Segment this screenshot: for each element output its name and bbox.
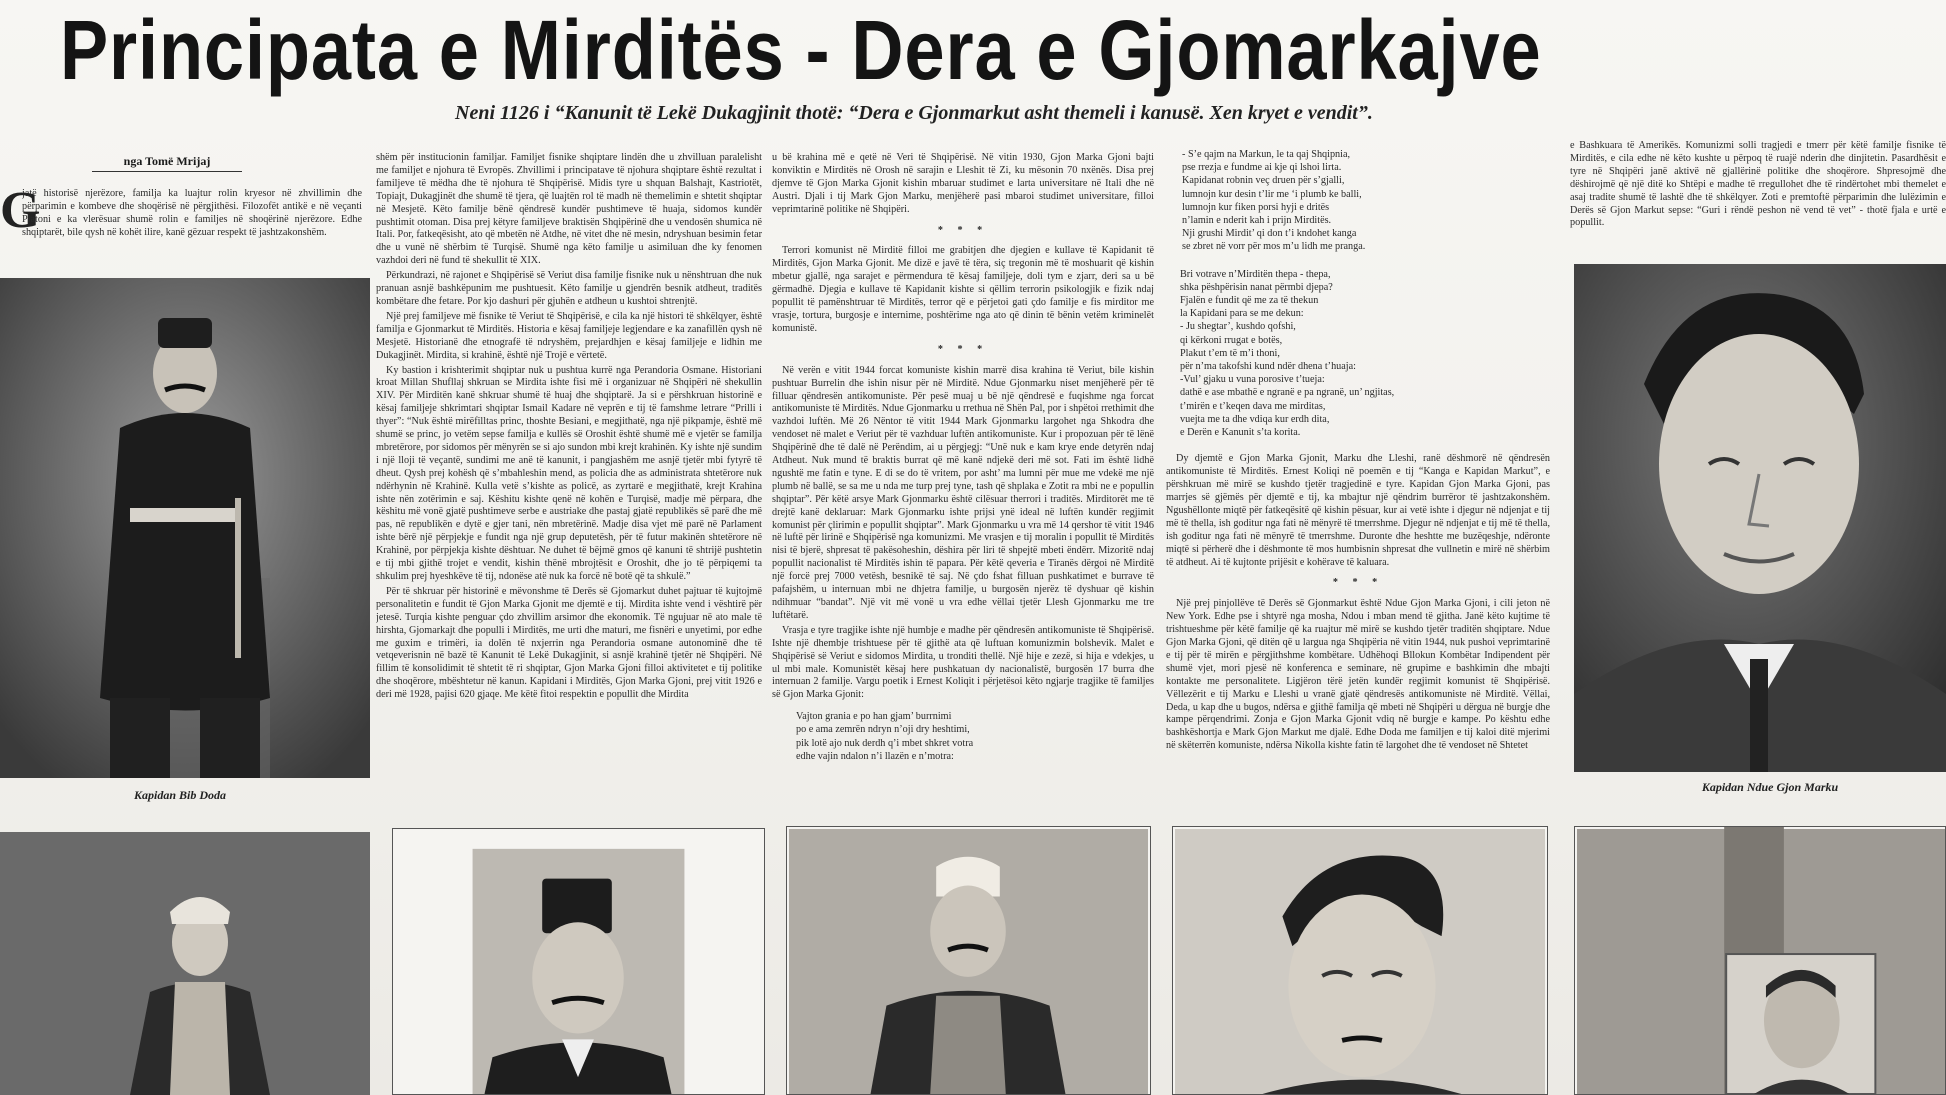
verse-koliqi-2 — [1166, 148, 1550, 254]
drop-cap: G — [0, 182, 41, 239]
column-2-para-5: Për të shkruar për historinë e mëvonshme të Derës së Gjomarkut duhet pajtuar të kujtojmë personalitetin e fundit të Gjon Marka Gjonit me djemtë e tij. Mirdita ishte vend i vështirë për jetesë. Turqia kishte penguar çdo zhvillim arsimor dhe ekonomik. Të ngujuar në ato male të hirshta, Gjomarkajt dhe populli i Mirditës, me urti dhe maturi, me fisnëri e unyetimi, por edhe me guxim e trimëri, ia dolën të nxjerrin nga Perandoria osmane autonominë dhe të vetqeverisnin në bazë të Kanunit të Lekë Dukagjinit, si asnjë krahinë tjetër në Shqipëri. Në fillim të konsolidimit të shtetit të ri shqiptar, Gjon Marka Gjoni filloi aktivitetet e tij politike dhe shoqërore, mbështetur në kanun. Kapidani i Mirditës, Gjon Marka Gjoni, prej vitit 1926 e deri më 1928, pajisi 620 gjaqe. Me këtë fitoi respektin e popullit dhe Mirdita — [376, 585, 762, 701]
verse-line: lumnojn kur fiken porsi hyji e dritës — [1182, 201, 1330, 213]
verse-line: qi kërkoni rrugat e botës, — [1180, 334, 1283, 346]
verse-line: edhe vajin ndalon n’i llazën e n’motra: — [796, 750, 954, 762]
column-4 — [1166, 148, 1550, 798]
photo-ndue-gjon-marku-image — [1574, 264, 1946, 772]
verse-line: e Derën e Kanunit s’ta korita. — [1180, 427, 1301, 439]
column-2 — [376, 152, 762, 802]
photo-bottom-4-image — [1173, 827, 1547, 1094]
column-4-para-1: Dy djemtë e Gjon Marka Gjonit, Marku dhe Lleshi, ranë dëshmorë në qëndresën antikomuniste të Mirditës. Ernest Koliqi në poemën e tij “Kanga e Kapidan Markut”, e përshkruan më mirë se kushdo tjetër tragjedinë e tyre. Kapidan Gjon Marka Gjoni, pas marrjes së gjëmës për djemtë e tij, ka mbajtur një qëndrim burrëror të jashtzakonshëm. Ngushëllonte miqtë për fatkeqësitë që kishin pësuar, kur ai vetë ishte i djegur në ndjenjat e tij më të thella, ish goditur nga fati në mënyrë të tmerrshme. Djegur në ndjenjat e tij më të thella, ish goditur nga fati në mënyrë të tmerrshme. Duronte dhe heshtte me buzëqeshje, ndëronte miqtë si përherë dhe i dëshmonte të mos humbisnin shpresat dhe vullnetin e mirë në shërbim të atdheut. Ai të kujtonte prijësit e kohërave të kaluara. — [1166, 453, 1550, 568]
column-3-para-3: Në verën e vitit 1944 forcat komuniste kishin marrë disa krahina të Veriut, bile kishin pushtuar Burrelin dhe ishin nisur për në Mirditë. Ndue Gjonmarku niset menjëherë për të filluar qëndresën antikomuniste. Për pesë muaj u bë një qëndresë e fuqishme nga forcat antikomuniste të Mirditës. Ndue Gjonmarku u rrethua në Shën Pal, por i shpëtoi rrethimit dhe vazhdoi luftën. Më 26 Nëntor të vitit 1944 Mark Gjonmarku largohet nga Shkodra dhe vendoset në malet e Veriut për të vazhduar luftën antikomuniste. Kur i propozuan për të lënë Shqipërinë dhe të dalë në Perëndim, ai u përgjegj: “Unë nuk e kam krye ende detyrën ndaj Atdheut. Nuk mund të braktis burrat që më kanë ndjekë deri më sot. Fati im është lidhë ngushtë me fatin e tyne. E di se do të vritem, por asht’ ma lumni për mue me vdekë me një plumb në ballë, se sa me u nda me turp prej tyne, tash që shplaka e Zotit ra mbi ne e popullin shqiptar”. Për këtë arsye Mark Gjonmarku është cilësuar therrori i traditës. Mirditorët me të drejtë kanë deklaruar: Mark Gjonmarku ishte prijsi ynë ideal në luftën kundër regjimit komunist për çlirimin e popullit shqiptar”. Mark Gjonmarku u vra më 14 qershor të vitit 1946 në luftë për lirinë e Shqipërisë nga komunizmi. Me vrasjen e tij moralin i popullit të Mirditës nisi të bjerë, shpresat të pakësoheshin, dëshira për liri të shpejtë mbeti ëndërr. Mizoritë ndaj popullit nacionalist të Mirditës ishin të papara. Për këtë qeveria e Tiranës dërgoi në Mirditë një forcë prej 7000 vetësh, besnikë të saj. Në çdo fshat filluan pushkatimet e burrave të pafajshëm, u internuan mbi ne dhjetra familje, u burgosën njerëz të dyshuar që kishin ndihmuar “bandat”. Një vit më vonë u vra edhe vëllai tjetër Llesh Gjonmarku me tre luftëtarë. — [772, 364, 1154, 621]
column-2-para-2: Përkundrazi, në rajonet e Shqipërisë së Veriut disa familje fisnike nuk u nënshtruan dhe nuk pranuan asnjë bashkëpunim me pushtuesit. Këto familje u gjendrën besnik atdheut, traditës kombëtare dhe fetare. Por kjo dashuri për gjuhën e atdheun u kushtoi shtrenjtë. — [376, 270, 762, 307]
section-divider-stars: * * * — [1332, 577, 1384, 589]
photo-bottom-5 — [1574, 826, 1946, 1095]
verse-line: n’lamin e nderit kah i prijn Mirditës. — [1182, 215, 1332, 227]
photo-bottom-3 — [786, 826, 1151, 1095]
headline: Principata e Mirditës - Dera e Gjomarkajve — [60, 3, 1542, 97]
column-2-para-4: Ky bastion i krishterimit shqiptar nuk u pushtua kurrë nga Perandoria Osmane. Historiani kroat Millan Shufllaj shkruan se Mirdita ishte fisi më i organizuar në Shqipëri në shekullin XIV. Për Mirditën kanë shkruar shumë të huaj dhe shqiptarë. Ja si e përshkruan historinë e kësaj familjeje shkrimtari shqiptar Ismail Kadare në veprën e tij të famshme letrare “Prilli i thyer”: “Nuk është mirëfilltas princ, thoshte Besiani, e megjithatë, nga një pikpamje, është më shumë se princ, jo vetëm sepse familja e kullës së Oroshit është shumë më e vjetër se familja mbretërore, por sidomos për mënyrën se si ajo sundon mbi krejt krahinën. Ky ishte një sundim i një lloji të veçantë, sundimi me anë të kanunit, i pangjashëm me asnjë tjetër mbi fytyrë të dheut. Qysh prej kohësh që s’mbahleshin mend, as policia dhe as administrata shtetërore nuk ndërhynin në Krahinë. Kulla vetë s’kishte as policë, as zyrtarë e megjithatë, krejt Krahina ishte nën zotërimin e saj. Këshitu kishte qenë në kohën e Turqisë, madje më përpara, dhe këshitu më vonë gjatë pushtimeve serbe e austriake dhe pastaj gjatë republikës së parë dhe më pas, në republikën e dytë e gjer tani, nën mbretërinë. Madje disa vjet më parë në Parlament ishte bërë një përpjekje e fundit nga një grup deputetësh, për të futur makinën shtetërore në Krahinë, por përpjekja kishte dështuar. Ne duhet të bëjmë gmos që kanuni të shtrijë pushtetin e tij mbi gjithë trojet e vendit, kishin thënë mbrojtësit e Oroshit, dhe jo të përpiqemi ta shkulim prej hyeshkëve të tij, ndonëse atë nuk ka forcë në botë që ta shkulë.” — [376, 364, 762, 582]
photo-bottom-5-image — [1575, 827, 1945, 1094]
caption-ndue-gjon-marku: Kapidan Ndue Gjon Marku — [1701, 780, 1839, 794]
verse-line: dathë e ase mbathë e ngranë e pa ngranë, un’ ngjitas, — [1180, 387, 1395, 399]
column-1-intro — [22, 188, 362, 250]
section-divider-stars: * * * — [937, 224, 989, 236]
verse-line: pse rrezja e fundme ai kje qi lshoi lirta. — [1182, 162, 1342, 174]
verse-line: po e ama zemrën ndryn n’oji dry heshtimi, — [796, 724, 970, 736]
column-5 — [1570, 140, 1946, 232]
verse-koliqi-3 — [1166, 268, 1550, 440]
section-divider-stars: * * * — [937, 343, 989, 355]
verse-line: Bri votrave n’Mirditën thepa - thepa, — [1180, 268, 1331, 280]
photo-bib-doda-image — [0, 278, 370, 778]
photo-bottom-2 — [392, 828, 765, 1095]
column-5-para-1: e Bashkuara të Amerikës. Komunizmi solli tragjedi e tmerr për këtë familje fisnike të Mirditës, e cila edhe në këto kushte u përpoq të ruajë nderin dhe dinjitetin. Pasardhësit e tyre në Shqipëri janë aktivë në gjallërinë politike dhe shoqërore. Shpresojmë dhe dëshirojmë që një ditë ko Shtëpi e madhe të rregullohet dhe të rindërtohet mbi themelet e asaj tradite shumë të lashtë dhe të shkëlqyer. Zoti e premtoftë përparimin dhe lulëzimin e Derës së Gjon Markut sepse: “Guri i rëndë peshon në vend të vet” - thotë fjala e urtë e popullit. — [1570, 140, 1946, 229]
verse-line: - Ju shegtar’, kushdo qofshi, — [1180, 321, 1296, 333]
column-1-text: jatë historisë njerëzore, familja ka luajtur rolin kryesor në zhvillimin dhe përparimin e kombeve dhe shoqërisë në përgjithësi. Filozofët antikë e në veçanti Platoni e ka vlerësuar shumë rolin e familjes në shoqërinë njerëzore. Edhe shqiptarët, bile qysh në kohët ilire, kanë gëzuar respekt të jashtzakonshëm. — [22, 188, 362, 238]
photo-bottom-2-image — [393, 829, 764, 1094]
verse-line: shka pëshpërisin nanat përmbi djepa? — [1180, 281, 1333, 293]
verse-line: lumnojn kur desin t’lir me ‘i plumb ke balli, — [1182, 188, 1362, 200]
column-2-para-1: shëm për institucionin familjar. Familjet fisnike shqiptare lindën dhe u zhvilluan paralelisht me familjet e njohura të Evropës. Zhvillimi i principatave të njohura shqiptare është rezultat i familjeve të mëdha dhe të njohura të Shqipërisë. Midis tyre u shquan Balshajt, Kastriotët, Topiajt, Dukagjinët dhe shumë të tjera, që luajtën rol të madh në themelimin e shtetit shqiptar në Mesjetë. Këto familje bënë qëndresë kundër pushtimeve të huaja, sidomos kundër pushtimit otoman. Disa prej këtyre familjeve braktisën Shqipërinë dhe u vendosën shumica në Itali. Por, fatkeqësisht, ato që mbetën në Atdhe, në vitet dhe në mesin, ndryshuan besimin fetar dhe u vunë në shërbim të Turqisë. Shumë nga këto familje u asimiluan dhe ky fenomen vazhdoi deri në fund të shekullit të XIX. — [376, 152, 762, 267]
photo-kapidan-ndue-gjon-marku — [1574, 264, 1946, 772]
verse-line: t’mirën e t’keqen dava me mirditas, — [1180, 400, 1326, 412]
photo-bottom-4 — [1172, 826, 1548, 1095]
verse-line: Kapidanat robnin veç druen për s’gjalli, — [1182, 175, 1345, 187]
photo-bottom-3-image — [787, 827, 1150, 1094]
photo-bottom-1 — [0, 832, 370, 1095]
verse-line: Vajton grania e po han gjam’ burrnimi — [796, 711, 952, 723]
column-3-para-4: Vrasja e tyre tragjike ishte një humbje e madhe për qëndresën antikomuniste të Shqipërisë. Ishte një dhembje trishtuese për të gjithë ata që luftuan komunizmin bolshevik. Malet e Shqipërisë së Veriut e sidomos Mirdita, u tronditi thellë. Një hije e zezë, si hija e vdekjes, u ul mbi male. Komunistët kësaj here pushkatuan dy nacionalistë, burgosën 17 burra dhe internuan 2 familje. Vargu poetik i Ernest Koliqit i përjetësoi këto ngjarje tragjike të familjes së Gjon Marka Gjonit: — [772, 624, 1154, 701]
verse-line: vuejta me ta dhe vdiqa kur erdh dita, — [1180, 413, 1330, 425]
column-3-para-2: Terrori komunist në Mirditë filloi me grabitjen dhe djegien e kullave të Kapidanit të Mirditës, Gjon Marka Gjonit. Me dizë e javë të tëra, siç tregonin më të moshuarit që kishin mbetur gjallë, nga sarajet e përmendura të kësaj familjeje, doli tym e zjarr, deri sa u bë gërmadhë. Djegia e kullave të Kapidanit kishte si qëllim terrorin psikologjik e fizik ndaj popullit të pamënshtruar të Mirditës, terror që e përjetoi gati çdo familje e fis mirditor me vrasje, tortura, burgosje e internime, poshtërime nga ato që dinin të bënin vetëm kriminelët komunistë. — [772, 245, 1154, 334]
verse-line: la Kapidani para se me dekun: — [1180, 308, 1304, 320]
column-4-para-2: Një prej pinjollëve të Derës së Gjonmarkut është Ndue Gjon Marka Gjoni, i cili jeton në New York. Edhe pse i shtyrë nga mosha, Ndou i mban mend të gjitha. Janë këto kujtime të trishtueshme për këtë familje që ka ruajtur më mirë se kushdo tjetër traditën shqiptare. Ndue Gjon Marka Gjoni, që ditën që u largua nga Shqipëria në vitin 1944, nuk pushoi veprimtarinë e tij për të mirën e përgjithshme kombëtare. Udhëhoqi Bllokun Kombëtar Indipendent për shumë vjet, mori pjesë në konferenca e seminare, në grupime e bashkimin dhe mbajti kontakte me personalitete. Ligjëron tërë jetën kundër regjimit komunist të Shqipërisë. Vëllezërit e tij Marku e Lleshi u vranë gjatë qëndresës antikomuniste në Mirditë. Vëllai, Deda, u kap dhe u bugos, ndërsa e gjithë familja që mbeti në Shqipëri u dërgua në burgje dhe kampe përqendrimi. Zonja e Gjon Marka Gjonit vdiq në burgje e kampe. Po kështu edhe bashkëshortja e Mark Gjon Markut me djalë. Edhe Doda me familjen e tij kaloi ditë mjerimi në skëterrën komuniste, ndërsa Nikolla kishte fatin të largohet dhe të vendoset në Shtetet — [1166, 598, 1550, 752]
verse-line: Plakut t’em të m’i thoni, — [1180, 347, 1280, 359]
verse-line: pik lotë ajo nuk derdh q’i mbet shkret votra — [796, 737, 974, 749]
verse-line: Nji grushi Mirdit’ qi don t’i kndohet kanga — [1182, 228, 1357, 240]
author-byline: nga Tomë Mrijaj — [92, 152, 242, 172]
verse-koliqi-1 — [772, 710, 1154, 763]
verse-line: -Vul’ gjaku u vuna porosive t’tueja: — [1180, 374, 1325, 386]
verse-line: për n’ma takofshi kund ndër dhena t’huaja: — [1180, 361, 1356, 373]
column-3-para-1: u bë krahina më e qetë në Veri të Shqipërisë. Në vitin 1930, Gjon Marka Gjoni bajti konviktin e Mirditës në Orosh në sarajin e Lleshit të Zi, ku mësonin 70 nxënës. Disa prej djemve të Gjon Marka Gjonit kishin mbaruar studimet e larta universitare në Itali dhe në Austri. Djali i tij Mark Gjon Marku, menjëherë pasi mbaroi studimet universitare, filloi veprimtarinë politike në Shqipëri. — [772, 152, 1154, 215]
verse-line: se zbret në vorr për mos m’u lidh me pranga. — [1182, 241, 1366, 253]
photo-bottom-1-image — [0, 832, 370, 1095]
photo-kapidan-bib-doda — [0, 278, 370, 778]
subtitle-kanun-quote: Neni 1126 i “Kanunit të Lekë Dukagjinit thotë: “Dera e Gjonmarkut asht themeli i kanusë. Xen kryet e vendit”. — [455, 102, 1373, 124]
verse-line: - S’e qajm na Markun, le ta qaj Shqipnia, — [1182, 149, 1351, 160]
column-2-para-3: Një prej familjeve më fisnike të Veriut të Shqipërisë, e cila ka një histori të shkëlqyer, është familja e Gjonmarkut të Mirditës. Historia e kësaj familjeje legjendare e ka zanafillën qysh në Mesjetë. Historianë dhe etnografë të ndryshëm, prejardhjen e kësaj familjeje e lidhin me Dukagjinët. Mirdita, si krahinë, është një Trojë e vërtetë. — [376, 310, 762, 361]
caption-bib-doda: Kapidan Bib Doda — [133, 788, 226, 802]
column-3 — [772, 152, 1154, 802]
verse-line: Fjalën e fundit që me za të thekun — [1180, 295, 1319, 307]
